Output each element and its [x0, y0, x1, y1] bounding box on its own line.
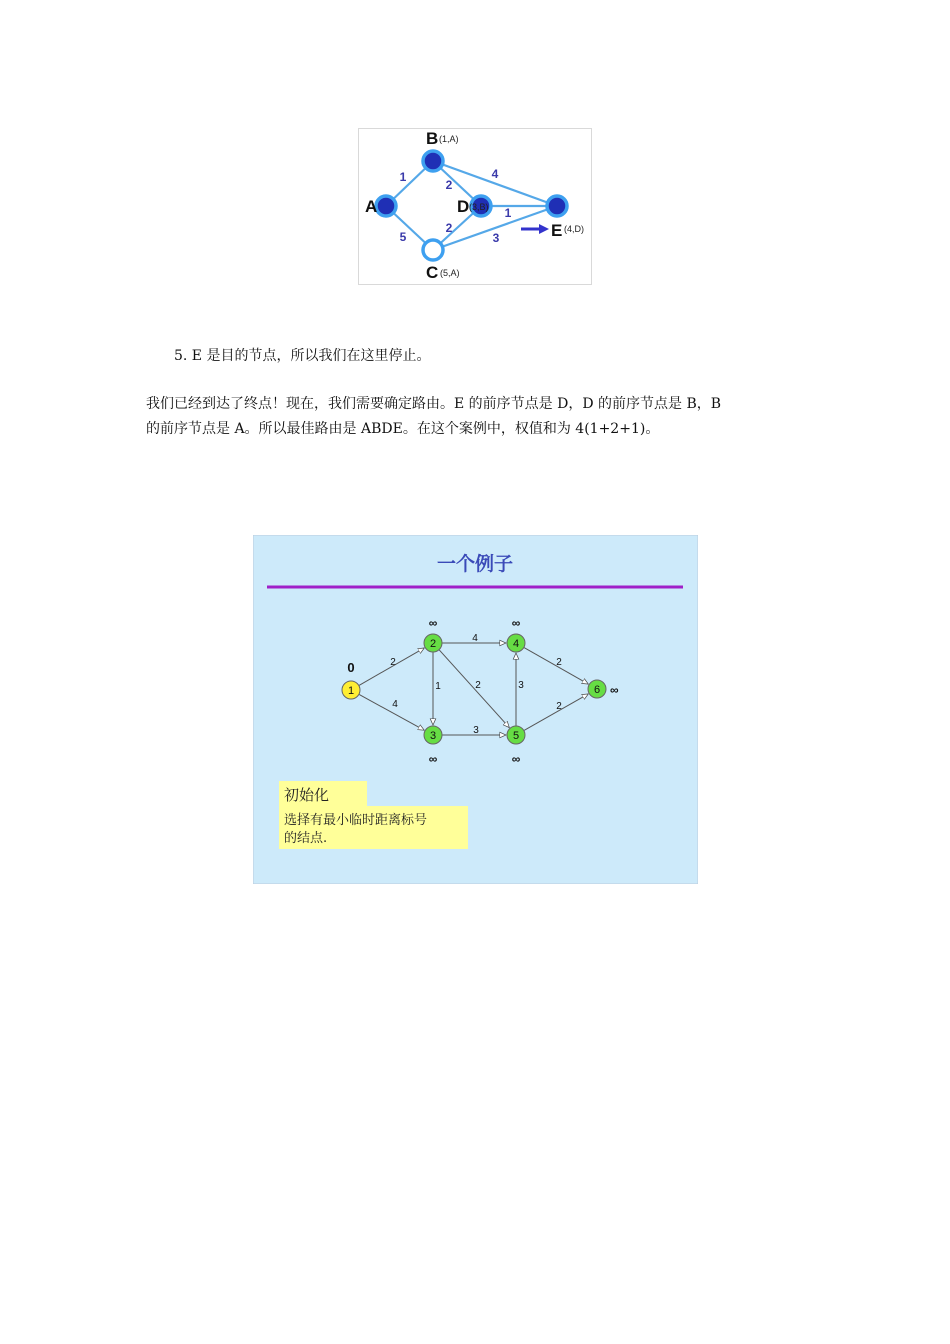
- node-label-3: 3: [429, 730, 437, 742]
- node-label-C: C: [426, 263, 439, 282]
- node-label-A: A: [365, 197, 378, 216]
- node-distance-3: ∞: [428, 752, 438, 766]
- caption-line-2: 的结点.: [284, 831, 328, 846]
- edge-weight: 1: [435, 681, 441, 692]
- node-label-D: D: [457, 197, 470, 216]
- node-C: [423, 240, 443, 260]
- edge-weight: 2: [556, 701, 562, 712]
- node-B: [423, 151, 443, 171]
- node-E: [547, 196, 567, 216]
- node-label-E: E: [551, 221, 563, 240]
- edge-weight: 2: [445, 221, 453, 235]
- shortest-path-result-diagram: [358, 128, 592, 285]
- node-tag-C: (5,A): [440, 268, 460, 278]
- edge-weight: 5: [399, 230, 407, 244]
- node-distance-1: 0: [347, 660, 355, 675]
- edge-weight: 4: [472, 633, 478, 644]
- node-label-2: 2: [429, 638, 437, 650]
- node-tag-B: (1,A): [439, 134, 459, 144]
- node-distance-5: ∞: [511, 752, 521, 766]
- edge-weight: 1: [399, 170, 407, 184]
- edge-weight: 2: [390, 657, 396, 668]
- step-5-text: 5. E 是目的节点，所以我们在这里停止。: [174, 348, 431, 364]
- edge-weight: 2: [556, 657, 562, 668]
- conclusion-paragraph-line-2: 的前序节点是 A。所以最佳路由是 ABDE。在这个案例中，权值和为 4(1+2+1)。: [146, 421, 660, 437]
- node-distance-6: ∞: [610, 683, 619, 697]
- edge-weight: 1: [504, 206, 512, 220]
- node-label-4: 4: [512, 638, 520, 650]
- edge-weight: 3: [492, 231, 500, 245]
- caption-title: 初始化: [284, 786, 330, 804]
- slide-title: 一个例子: [436, 554, 514, 575]
- node-label-6: 6: [593, 684, 601, 696]
- node-A: [376, 196, 396, 216]
- node-distance-2: ∞: [428, 616, 438, 630]
- caption-line-1: 选择有最小临时距离标号: [284, 813, 428, 828]
- edge-weight: 4: [392, 699, 398, 710]
- node-tag-E: (4,D): [564, 224, 584, 234]
- caption-callout: [279, 781, 468, 849]
- edge-weight: 3: [473, 725, 479, 736]
- conclusion-paragraph-line-1: 我们已经到达了终点！现在，我们需要确定路由。E 的前序节点是 D，D 的前序节点是 B，B: [146, 396, 722, 412]
- edge-weight: 2: [475, 680, 481, 691]
- edge-weight: 3: [518, 680, 524, 691]
- node-distance-4: ∞: [511, 616, 521, 630]
- node-label-5: 5: [512, 730, 520, 742]
- edge-weight: 4: [491, 167, 499, 181]
- node-tag-D: (3,B): [469, 202, 489, 212]
- node-label-B: B: [426, 129, 439, 148]
- edge-weight: 2: [445, 178, 453, 192]
- node-label-1: 1: [347, 685, 355, 697]
